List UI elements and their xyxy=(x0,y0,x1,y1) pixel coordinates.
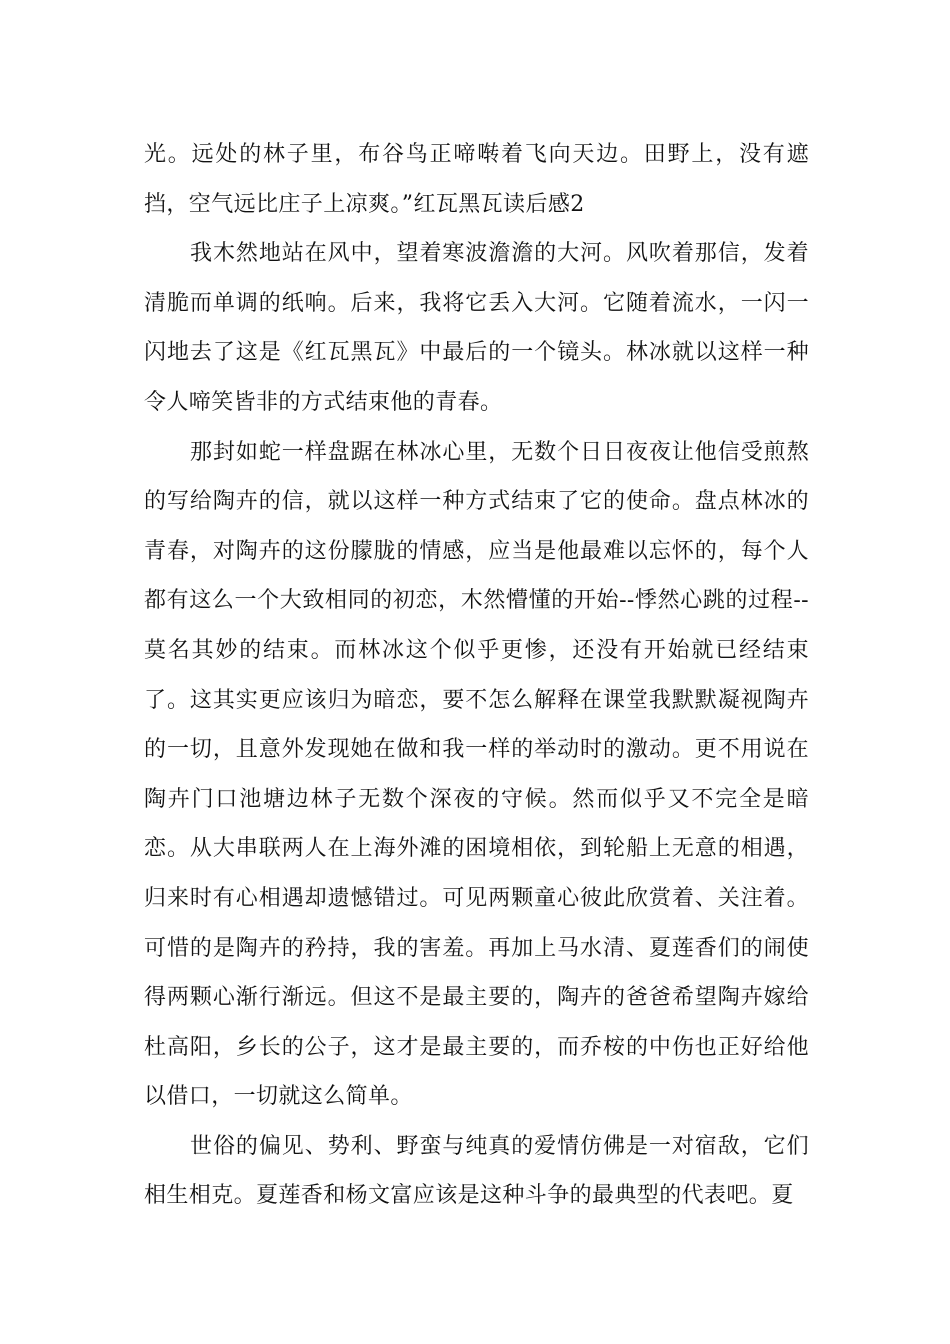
paragraph-4: 世俗的偏见、势利、野蛮与纯真的爱情仿佛是一对宿敌，它们相生相克。夏莲香和杨文富应该是这种斗争的最典型的代表吧。夏 xyxy=(144,1133,809,1209)
paragraph-1: 光。远处的林子里，布谷鸟正啼啭着飞向天边。田野上，没有遮挡，空气远比庄子上凉爽。”红瓦黑瓦读后感2 xyxy=(144,142,809,217)
paragraph-2: 我木然地站在风中，望着寒波澹澹的大河。风吹着那信，发着清脆而单调的纸响。后来，我将它丢入大河。它随着流水，一闪一闪地去了这是《红瓦黑瓦》中最后的一个镜头。林冰就以这样一种令人啼笑皆非的方式结束他的青春。 xyxy=(144,241,809,415)
document-body xyxy=(144,130,809,1221)
paragraph-3: 那封如蛇一样盘踞在林冰心里，无数个日日夜夜让他信受煎熬的写给陶卉的信，就以这样一种方式结束了它的使命。盘点林冰的青春，对陶卉的这份朦胧的情感，应当是他最难以忘怀的，每个人都有这么一个大致相同的初恋，木然懵懂的开始--悸然心跳的过程--莫名其妙的结束。而林冰这个似乎更惨，还没有开始就已经结束了。这其实更应该归为暗恋，要不怎么解释在课堂我默默凝视陶卉的一切，且意外发现她在做和我一样的举动时的激动。更不用说在陶卉门口池塘边林子无数个深夜的守候。然而似乎又不完全是暗恋。从大串联两人在上海外滩的困境相依，到轮船上无意的相遇，归来时有心相遇却遗憾错过。可见两颗童心彼此欣赏着、关注着。可惜的是陶卉的矜持，我的害羞。再加上马水清、夏莲香们的闹使得两颗心渐行渐远。但这不是最主要的，陶卉的爸爸希望陶卉嫁给杜高阳，乡长的公子，这才是最主要的，而乔桉的中伤也正好给他以借口，一切就这么简单。 xyxy=(144,439,809,1110)
